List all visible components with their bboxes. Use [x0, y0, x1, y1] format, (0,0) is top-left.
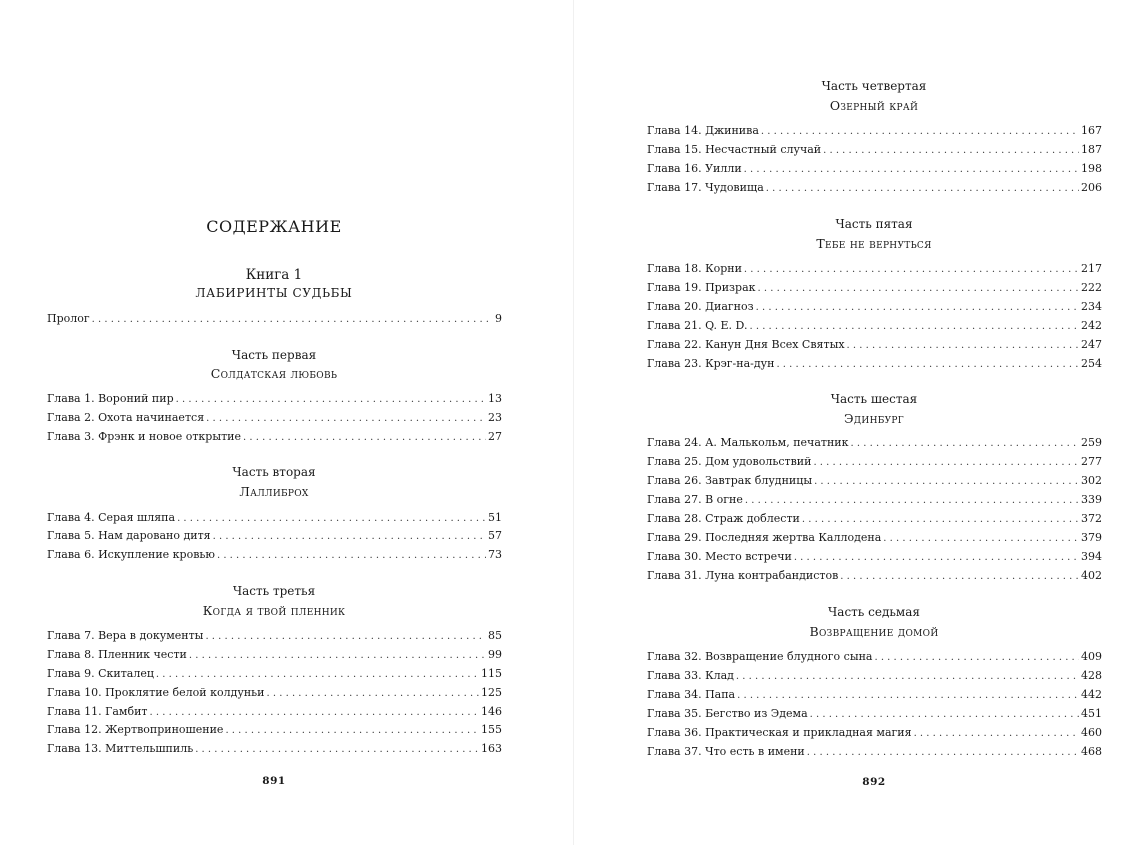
toc-entry-page: 259 — [1081, 436, 1102, 449]
toc-entry-label: Глава 9. Скиталец — [47, 667, 154, 680]
toc-entry-label: Глава 2. Охота начинается — [47, 411, 205, 424]
toc-entry[interactable] — [647, 299, 1102, 315]
part-title: Тебе не вернуться — [816, 236, 932, 251]
toc-entry-page: 27 — [488, 430, 502, 443]
toc-entry-page: 163 — [481, 742, 502, 755]
toc-entry[interactable] — [647, 473, 1102, 489]
toc-entry-page: 198 — [1081, 162, 1102, 175]
toc-entry-label: Глава 3. Фрэнк и новое открытие — [47, 430, 242, 443]
leader-dots — [744, 262, 1079, 278]
toc-entry-label: Глава 23. Крэг-на-дун — [647, 357, 775, 370]
toc-entry-label: Глава 18. Корни — [647, 262, 742, 275]
toc-entry-label: Глава 17. Чудовища — [647, 181, 764, 194]
toc-entry-label: Глава 8. Пленник чести — [47, 648, 187, 661]
toc-entry[interactable] — [647, 142, 1102, 158]
toc-entry-page: 222 — [1081, 281, 1102, 294]
toc-entry[interactable] — [647, 180, 1102, 196]
toc-entry[interactable] — [647, 318, 1102, 334]
toc-entry-page: 57 — [488, 529, 502, 542]
toc-entry[interactable] — [647, 123, 1102, 139]
page-number: 892 — [862, 776, 886, 788]
toc-entry-page: 442 — [1081, 688, 1102, 701]
toc-entry-label: Глава 34. Папа — [647, 688, 736, 701]
leader-dots — [794, 550, 1079, 566]
toc-entry-label: Глава 30. Место встречи — [647, 550, 792, 563]
leader-dots — [823, 143, 1079, 159]
part-label: Часть седьмая — [828, 605, 920, 619]
leader-dots — [749, 319, 1079, 335]
leader-dots — [205, 629, 486, 645]
leader-dots — [847, 338, 1079, 354]
toc-entry-page: 402 — [1081, 569, 1102, 582]
toc-entry[interactable] — [647, 261, 1102, 277]
toc-entry-page: 468 — [1081, 745, 1102, 758]
leader-dots — [744, 162, 1079, 178]
toc-entry-label: Глава 28. Страж доблести — [647, 512, 800, 525]
leader-dots — [213, 529, 486, 545]
toc-entry-page: 234 — [1081, 300, 1102, 313]
leader-dots — [217, 548, 486, 564]
toc-entry[interactable] — [647, 687, 1102, 703]
toc-entry[interactable] — [647, 356, 1102, 372]
toc-entry[interactable] — [647, 744, 1102, 760]
toc-entry-page: 125 — [481, 686, 502, 699]
leader-dots — [736, 669, 1079, 685]
toc-entry-page: 187 — [1081, 143, 1102, 156]
toc-entry-label: Глава 16. Уилли — [647, 162, 742, 175]
part-label: Часть четвертая — [821, 79, 927, 93]
book-title: ЛАБИРИНТЫ СУДЬБЫ — [195, 286, 353, 300]
leader-dots — [195, 742, 479, 758]
toc-title: СОДЕРЖАНИЕ — [206, 217, 342, 236]
toc-entry-page: 51 — [488, 511, 502, 524]
toc-entry[interactable] — [47, 628, 502, 644]
toc-entry-page: 73 — [488, 548, 502, 561]
leader-dots — [177, 511, 486, 527]
leader-dots — [802, 512, 1079, 528]
leader-dots — [206, 411, 486, 427]
toc-entry[interactable] — [647, 706, 1102, 722]
toc-entry-label: Глава 11. Гамбит — [47, 705, 148, 718]
leader-dots — [756, 300, 1079, 316]
toc-entry-label: Глава 19. Призрак — [647, 281, 756, 294]
toc-entry[interactable] — [647, 530, 1102, 546]
part-label: Часть третья — [232, 584, 316, 598]
toc-entry-label: Глава 5. Нам даровано дитя — [47, 529, 211, 542]
toc-entry-page: 23 — [488, 411, 502, 424]
toc-entry[interactable] — [647, 725, 1102, 741]
part-label: Часть первая — [231, 348, 317, 362]
leader-dots — [840, 569, 1079, 585]
leader-dots — [874, 650, 1079, 666]
toc-entry-label: Глава 22. Канун Дня Всех Святых — [647, 338, 845, 351]
toc-entry-page: 277 — [1081, 455, 1102, 468]
toc-entry-page: 409 — [1081, 650, 1102, 663]
part-label: Часть пятая — [835, 217, 913, 231]
toc-entry[interactable] — [47, 647, 502, 663]
right-page — [574, 0, 1148, 845]
leader-dots — [745, 493, 1079, 509]
toc-entry[interactable] — [47, 666, 502, 682]
toc-entry-label: Глава 21. Q. E. D. — [647, 319, 748, 332]
toc-entry[interactable] — [47, 410, 502, 426]
leader-dots — [761, 124, 1079, 140]
left-page — [0, 0, 573, 845]
toc-entry-label: Пролог — [47, 312, 90, 325]
part-label: Часть вторая — [232, 465, 316, 479]
toc-entry-label: Глава 33. Клад — [647, 669, 734, 682]
toc-entry-label: Глава 25. Дом удовольствий — [647, 455, 812, 468]
toc-entry[interactable] — [647, 435, 1102, 451]
leader-dots — [810, 707, 1079, 723]
toc-entry-label: Глава 1. Вороний пир — [47, 392, 174, 405]
toc-entry-label: Глава 20. Диагноз — [647, 300, 754, 313]
page-number: 891 — [262, 775, 286, 787]
toc-entry-page: 115 — [481, 667, 502, 680]
toc-entry[interactable] — [47, 685, 502, 701]
toc-entry[interactable] — [647, 280, 1102, 296]
toc-entry-page: 167 — [1081, 124, 1102, 137]
toc-entry[interactable] — [47, 722, 502, 738]
toc-entry-page: 379 — [1081, 531, 1102, 544]
leader-dots — [737, 688, 1079, 704]
part-title: Солдатская любовь — [210, 366, 338, 381]
toc-entry-label: Глава 26. Завтрак блудницы — [647, 474, 813, 487]
toc-entry-page: 217 — [1081, 262, 1102, 275]
leader-dots — [851, 436, 1079, 452]
toc-entry-label: Глава 24. А. Малькольм, печатник — [647, 436, 849, 449]
toc-entry-label: Глава 32. Возвращение блудного сына — [647, 650, 873, 663]
toc-entry-page: 13 — [488, 392, 502, 405]
toc-entry-label: Глава 10. Проклятие белой колдуньи — [47, 686, 265, 699]
leader-dots — [156, 667, 479, 683]
toc-entry[interactable] — [647, 649, 1102, 665]
toc-entry-page: 372 — [1081, 512, 1102, 525]
leader-dots — [807, 745, 1079, 761]
leader-dots — [883, 531, 1079, 547]
leader-dots — [267, 686, 479, 702]
toc-entry-label: Глава 13. Миттельшпиль — [47, 742, 194, 755]
toc-entry-page: 339 — [1081, 493, 1102, 506]
part-label: Часть шестая — [830, 392, 918, 406]
toc-entry[interactable] — [47, 528, 502, 544]
toc-entry-label: Глава 29. Последняя жертва Каллодена — [647, 531, 882, 544]
toc-entry-label: Глава 15. Несчастный случай — [647, 143, 822, 156]
toc-entry-label: Глава 37. Что есть в имени — [647, 745, 805, 758]
toc-entry-page: 99 — [488, 648, 502, 661]
toc-entry[interactable] — [47, 391, 502, 407]
toc-entry-label: Глава 4. Серая шляпа — [47, 511, 176, 524]
leader-dots — [176, 392, 486, 408]
leader-dots — [243, 430, 486, 446]
toc-entry-page: 85 — [488, 629, 502, 642]
toc-entry-label: Глава 14. Джинива — [647, 124, 759, 137]
toc-entry[interactable] — [647, 568, 1102, 584]
toc-entry-prologue[interactable] — [47, 311, 502, 327]
toc-entry-label: Глава 12. Жертвоприношение — [47, 723, 224, 736]
part-title: Эдинбург — [843, 411, 905, 426]
toc-entry-page: 247 — [1081, 338, 1102, 351]
leader-dots — [814, 474, 1079, 490]
part-title: Озерный край — [829, 98, 919, 113]
part-title: Лаллиброх — [239, 484, 309, 499]
leader-dots — [776, 357, 1079, 373]
leader-dots — [189, 648, 486, 664]
toc-entry[interactable] — [47, 704, 502, 720]
toc-entry[interactable] — [647, 511, 1102, 527]
part-title: Возвращение домой — [809, 624, 939, 639]
toc-entry[interactable] — [647, 492, 1102, 508]
toc-entry-label: Глава 31. Луна контрабандистов — [647, 569, 839, 582]
toc-entry-page: 146 — [481, 705, 502, 718]
toc-entry-label: Глава 35. Бегство из Эдема — [647, 707, 808, 720]
toc-entry-page: 155 — [481, 723, 502, 736]
toc-entry-page: 9 — [495, 312, 502, 325]
toc-entry-page: 302 — [1081, 474, 1102, 487]
part-title: Когда я твой пленник — [202, 603, 346, 618]
leader-dots — [766, 181, 1079, 197]
toc-entry[interactable] — [47, 741, 502, 757]
leader-dots — [813, 455, 1079, 471]
toc-entry[interactable] — [47, 429, 502, 445]
toc-entry-page: 460 — [1081, 726, 1102, 739]
leader-dots — [225, 723, 479, 739]
toc-entry[interactable] — [47, 547, 502, 563]
leader-dots — [914, 726, 1079, 742]
toc-entry[interactable] — [647, 337, 1102, 353]
toc-entry[interactable] — [647, 549, 1102, 565]
leader-dots — [758, 281, 1079, 297]
toc-entry-page: 206 — [1081, 181, 1102, 194]
toc-entry[interactable] — [647, 161, 1102, 177]
toc-entry-page: 394 — [1081, 550, 1102, 563]
toc-entry-page: 428 — [1081, 669, 1102, 682]
toc-entry-label: Глава 7. Вера в документы — [47, 629, 204, 642]
toc-entry[interactable] — [47, 510, 502, 526]
toc-entry-label: Глава 27. В огне — [647, 493, 743, 506]
toc-entry-label: Глава 6. Искупление кровью — [47, 548, 215, 561]
toc-entry[interactable] — [647, 454, 1102, 470]
toc-entry[interactable] — [647, 668, 1102, 684]
toc-entry-page: 242 — [1081, 319, 1102, 332]
toc-entry-label: Глава 36. Практическая и прикладная магия — [647, 726, 912, 739]
leader-dots — [150, 705, 479, 721]
book-label: Книга 1 — [245, 267, 303, 283]
leader-dots — [92, 312, 493, 328]
toc-entry-page: 254 — [1081, 357, 1102, 370]
toc-entry-page: 451 — [1081, 707, 1102, 720]
